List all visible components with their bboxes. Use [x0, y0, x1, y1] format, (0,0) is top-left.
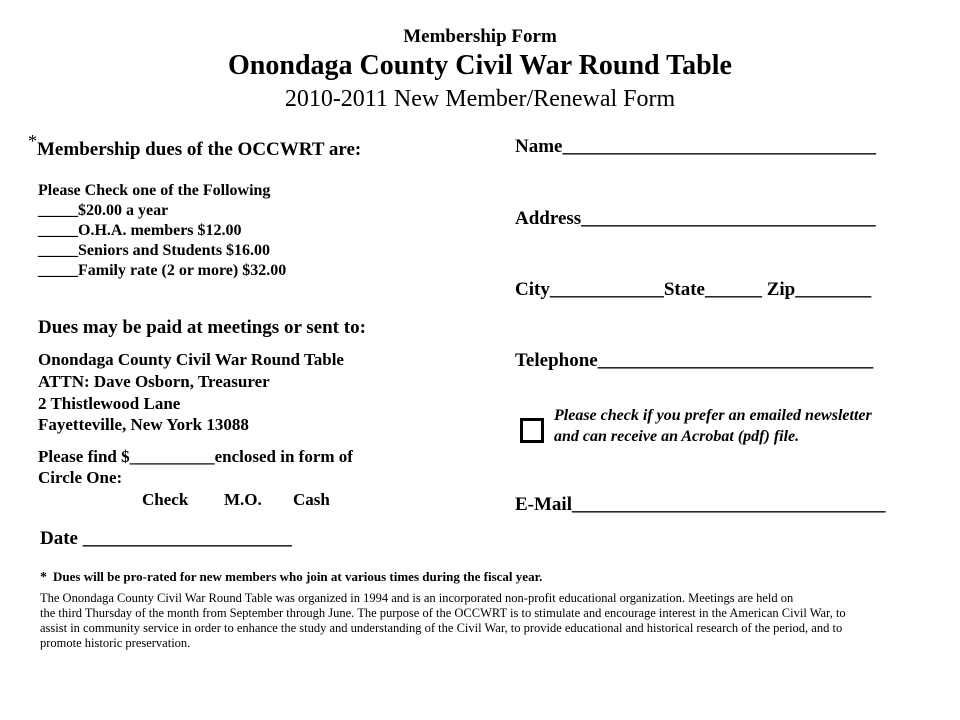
- dues-option-yearly[interactable]: _____$20.00 a year: [38, 202, 169, 219]
- circle-one-label: Circle One:: [38, 468, 123, 487]
- mailing-address-line: Onondaga County Civil War Round Table: [38, 350, 344, 369]
- dues-heading: [28, 131, 361, 161]
- payment-heading: Dues may be paid at meetings or sent to:: [38, 317, 366, 338]
- amount-enclosed-field[interactable]: Please find $__________enclosed in form of: [38, 447, 353, 466]
- organization-name: Onondaga County Civil War Round Table: [228, 50, 732, 81]
- mailing-address-line: ATTN: Dave Osborn, Treasurer: [38, 372, 270, 391]
- description-line: The Onondaga County Civil War Round Table was organized in 1994 and is an incorporated non-profit educational organization. Meetings are held on: [40, 591, 794, 605]
- dues-option-seniors-students[interactable]: _____Seniors and Students $16.00: [38, 242, 271, 259]
- newsletter-checkbox[interactable]: [520, 418, 544, 443]
- mailing-address-line: Fayetteville, New York 13088: [38, 415, 249, 434]
- description-line: assist in community service in order to enhance the study and understanding of the Civil War, to provide educational and historical research of the period, and to: [40, 621, 843, 635]
- payment-option-money-order[interactable]: M.O.: [224, 490, 262, 509]
- date-field[interactable]: Date ______________________: [40, 528, 292, 549]
- mailing-address-line: 2 Thistlewood Lane: [38, 394, 181, 413]
- footnote-asterisk: *: [40, 570, 47, 585]
- dues-option-oha[interactable]: _____O.H.A. members $12.00: [38, 222, 242, 239]
- dues-option-family[interactable]: _____Family rate (2 or more) $32.00: [38, 262, 287, 279]
- payment-option-check[interactable]: Check: [142, 490, 189, 509]
- description-line: promote historic preservation.: [40, 636, 191, 650]
- payment-option-cash[interactable]: Cash: [293, 490, 330, 509]
- newsletter-label: Please check if you prefer an emailed newsletter: [554, 407, 872, 424]
- newsletter-label: and can receive an Acrobat (pdf) file.: [554, 428, 800, 445]
- city-state-zip-field[interactable]: City____________State______ Zip________: [515, 279, 872, 300]
- form-title: Membership Form: [403, 26, 557, 47]
- form-subtitle: 2010-2011 New Member/Renewal Form: [284, 86, 676, 112]
- dues-asterisk: *: [28, 131, 37, 151]
- dues-heading-text: Membership dues of the OCCWRT are:: [37, 139, 362, 160]
- name-field[interactable]: Name_________________________________: [515, 136, 876, 157]
- telephone-field[interactable]: Telephone_____________________________: [515, 350, 874, 371]
- address-field[interactable]: Address_______________________________: [515, 208, 876, 229]
- description-line: the third Thursday of the month from September through June. The purpose of the OCCWRT is to stimulate and encourage interest in the American Civil War, to: [40, 606, 846, 620]
- footnote-text: Dues will be pro-rated for new members who join at various times during the fiscal year.: [53, 569, 543, 584]
- footnote: [40, 569, 542, 586]
- email-field[interactable]: E-Mail_________________________________: [515, 494, 886, 515]
- check-prompt: Please Check one of the Following: [38, 182, 271, 199]
